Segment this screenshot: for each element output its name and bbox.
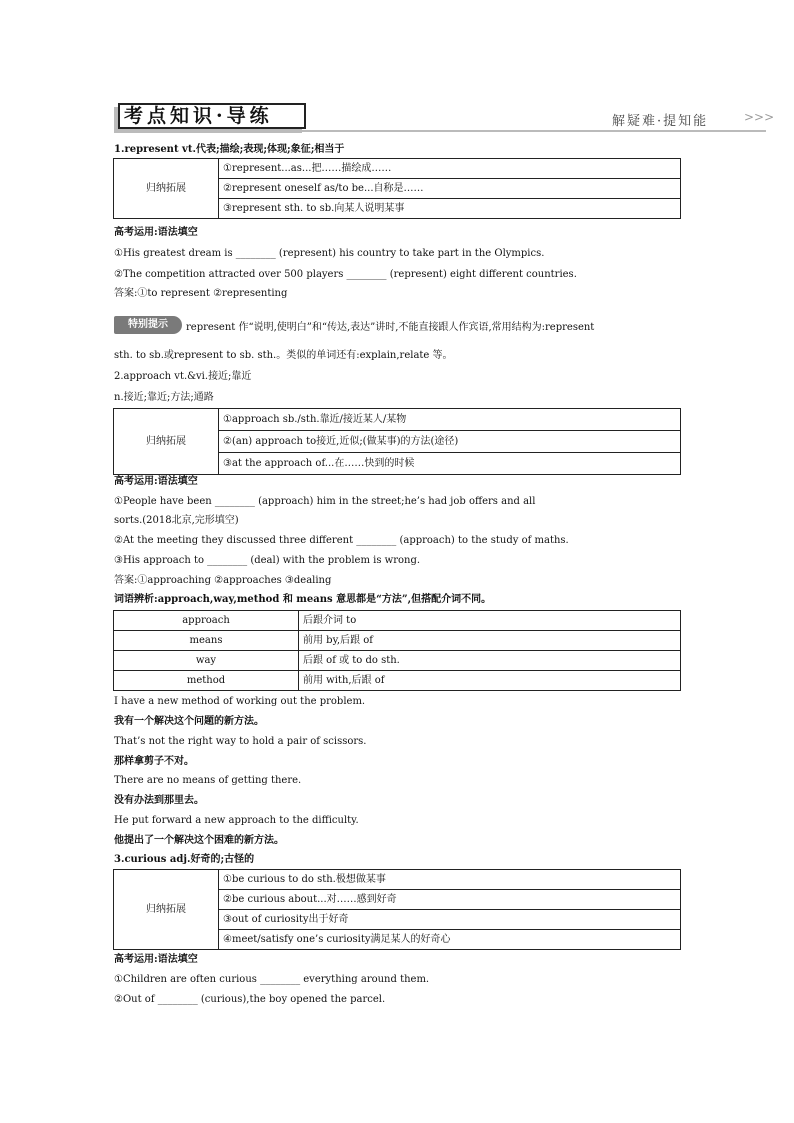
example-chinese: 那样拿剪子不对。 [114, 756, 194, 767]
section-heading-curious: 3.curious adj.好奇的;古怪的 [114, 854, 255, 865]
table-row: ③out of curiosity出于好奇 [219, 910, 681, 930]
table-row [114, 651, 681, 671]
example-chinese: 他提出了一个解决这个困难的新方法。 [114, 835, 284, 846]
tip-text: represent 作“说明,使明白”和“传达,表达”讲时,不能直接跟人作宾语,常用结构为:represent [186, 322, 595, 333]
exercise-title: 高考运用:语法填空 [114, 954, 198, 965]
example-english: There are no means of getting there. [114, 775, 302, 786]
exercise-title: 高考运用:语法填空 [114, 476, 198, 487]
answer-line: 答案:①to represent ②representing [114, 288, 288, 299]
table-cell-usage: 前用 with,后跟 of [299, 671, 681, 691]
example-english: That’s not the right way to hold a pair of scissors. [114, 736, 367, 747]
example-chinese: 我有一个解决这个问题的新方法。 [114, 716, 264, 727]
header-subtitle: 解疑难·提知能 [612, 114, 709, 129]
table-row: ③represent sth. to sb.向某人说明某事 [219, 199, 681, 219]
expansion-table-represent [113, 158, 681, 219]
expansion-table-approach [113, 408, 681, 475]
exercise-question: ②At the meeting they discussed three different ________ (approach) to the study of maths. [114, 535, 569, 546]
section-heading-approach: 2.approach vt.&vi.接近;靠近 [114, 371, 252, 382]
table-cell-usage: 后跟 of 或 to do sth. [299, 651, 681, 671]
exercise-title: 高考运用:语法填空 [114, 227, 198, 238]
table-row: ③at the approach of...在……快到的时候 [219, 453, 681, 475]
table-label: 归纳拓展 [114, 159, 219, 219]
exercise-question: ①His greatest dream is ________ (represent) his country to take part in the Olympics. [114, 248, 545, 259]
table-cell-word: approach [114, 611, 299, 631]
tip-badge: 特别提示 [114, 316, 182, 334]
table-row [114, 631, 681, 651]
example-english: He put forward a new approach to the difficulty. [114, 815, 359, 826]
answer-line: 答案:①approaching ②approaches ③dealing [114, 575, 332, 586]
exercise-question: ②The competition attracted over 500 players ________ (represent) eight different countries. [114, 269, 577, 280]
discrimination-title: 词语辨析:approach,way,method 和 means 意思都是“方法”,但搭配介词不同。 [114, 594, 492, 605]
table-row: ②(an) approach to接近,近似;(做某事)的方法(途径) [219, 431, 681, 453]
table-row: ①approach sb./sth.靠近/接近某人/某物 [219, 409, 681, 431]
table-row [114, 611, 681, 631]
table-row [114, 671, 681, 691]
table-row: ④meet/satisfy one’s curiosity满足某人的好奇心 [219, 930, 681, 950]
exercise-question: ①People have been ________ (approach) him in the street;he’s had job offers and all [114, 496, 536, 507]
table-cell-word: way [114, 651, 299, 671]
chevrons-icon: >>> [744, 110, 775, 124]
table-row: ②represent oneself as/to be...自称是…… [219, 179, 681, 199]
example-english: I have a new method of working out the problem. [114, 696, 366, 707]
table-cell-word: method [114, 671, 299, 691]
page-title: 考点知识·导练 [124, 105, 273, 127]
section-subheading-approach: n.接近;靠近;方法;通路 [114, 392, 214, 403]
exercise-question: ①Children are often curious ________ everything around them. [114, 974, 430, 985]
table-label: 归纳拓展 [114, 870, 219, 950]
tip-text: sth. to sb.或represent to sb. sth.。类似的单词还有:explain,relate 等。 [114, 350, 453, 361]
table-cell-usage: 后跟介词 to [299, 611, 681, 631]
section-heading-represent: 1.represent vt.代表;描绘;表现;体现;象征;相当于 [114, 144, 345, 155]
table-row: ②be curious about...对……感到好奇 [219, 890, 681, 910]
table-row: ①represent...as...把……描绘成…… [219, 159, 681, 179]
expansion-table-curious [113, 869, 681, 950]
table-cell-word: means [114, 631, 299, 651]
exercise-question: ③His approach to ________ (deal) with the problem is wrong. [114, 555, 421, 566]
example-chinese: 没有办法到那里去。 [114, 795, 204, 806]
table-row: ①be curious to do sth.极想做某事 [219, 870, 681, 890]
table-label: 归纳拓展 [114, 409, 219, 475]
discrimination-table [113, 610, 681, 691]
exercise-question: ②Out of ________ (curious),the boy opened the parcel. [114, 994, 386, 1005]
table-cell-usage: 前用 by,后跟 of [299, 631, 681, 651]
exercise-question-source: sorts.(2018北京,完形填空) [114, 515, 239, 526]
